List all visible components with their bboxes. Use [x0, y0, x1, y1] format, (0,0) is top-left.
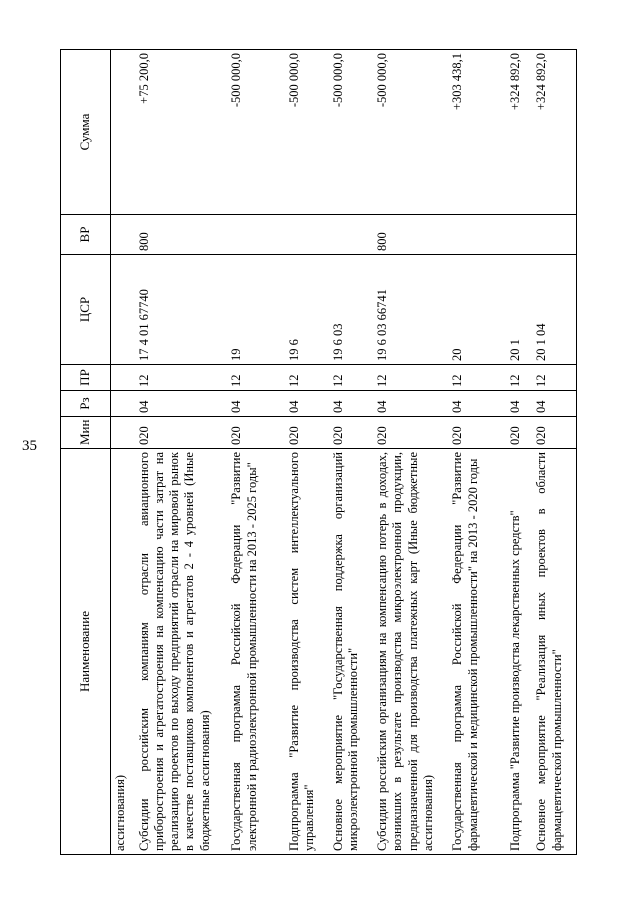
cell-csr [110, 255, 134, 365]
cell-sum: -500 000,0 [285, 50, 329, 215]
table-row [285, 50, 329, 855]
cell-name: Субсидии российским организациям на компенсацию потерь в доходах, возникших в результате производства микроэлектронной продукции, предназначенной для производства платежных карт (Иные бюджетные ассигнования) [373, 449, 448, 855]
cell-rz: 04 [448, 391, 505, 417]
cell-name: Государственная программа Российской Федерации "Развитие фармацевтической и медицинской промышленности" на 2013 - 2020 годы [448, 449, 505, 855]
cell-csr: 19 6 03 66741 [373, 255, 448, 365]
cell-vr [532, 215, 576, 255]
cell-name: ассигнования) [110, 449, 134, 855]
table-row [329, 50, 373, 855]
cell-name: Основное мероприятие "Государственная поддержка организаций микроэлектронной промышленности" [329, 449, 373, 855]
cell-sum: +324 892,0 [532, 50, 576, 215]
cell-min: 020 [285, 417, 329, 449]
cell-csr: 20 1 [506, 255, 533, 365]
cell-pr: 12 [532, 365, 576, 391]
header-name: Наименование [61, 449, 111, 855]
cell-csr: 19 6 03 [329, 255, 373, 365]
table-row [110, 50, 134, 855]
cell-sum: +324 892,0 [506, 50, 533, 215]
cell-name: Подпрограмма "Развитие производства систем интеллектуального управления" [285, 449, 329, 855]
cell-sum [110, 50, 134, 215]
cell-pr: 12 [227, 365, 284, 391]
cell-rz: 04 [506, 391, 533, 417]
cell-csr: 19 [227, 255, 284, 365]
cell-sum: +303 438,1 [448, 50, 505, 215]
header-min: Мин [61, 417, 111, 449]
table-row [532, 50, 576, 855]
budget-table-sheet [60, 50, 577, 855]
cell-pr: 12 [506, 365, 533, 391]
cell-name: Подпрограмма "Развитие производства лекарственных средств" [506, 449, 533, 855]
cell-min: 020 [227, 417, 284, 449]
cell-rz: 04 [532, 391, 576, 417]
cell-vr [506, 215, 533, 255]
cell-min: 020 [532, 417, 576, 449]
cell-vr: 800 [373, 215, 448, 255]
cell-pr: 12 [373, 365, 448, 391]
table-row [135, 50, 228, 855]
header-vr: ВР [61, 215, 111, 255]
cell-sum: -500 000,0 [227, 50, 284, 215]
table-row [227, 50, 284, 855]
cell-rz: 04 [373, 391, 448, 417]
cell-min: 020 [135, 417, 228, 449]
cell-vr [110, 215, 134, 255]
cell-rz: 04 [329, 391, 373, 417]
budget-table [60, 49, 577, 855]
cell-vr [329, 215, 373, 255]
cell-pr: 12 [448, 365, 505, 391]
cell-vr [227, 215, 284, 255]
cell-name: Субсидии российским компаниям отрасли авиационного приборостроения и агрегатостроения на компенсацию части затрат на реализацию проектов по выходу предприятий отрасли на мировой рынок в качестве поставщиков компонентов и агрегатов 2 - 4 уровней (Иные бюджетные ассигнования) [135, 449, 228, 855]
cell-pr: 12 [285, 365, 329, 391]
cell-vr [448, 215, 505, 255]
cell-rz: 04 [285, 391, 329, 417]
cell-pr [110, 365, 134, 391]
header-pr: ПР [61, 365, 111, 391]
cell-sum: -500 000,0 [373, 50, 448, 215]
cell-pr: 12 [329, 365, 373, 391]
cell-min: 020 [373, 417, 448, 449]
table-header-row [61, 50, 111, 855]
cell-sum: +75 200,0 [135, 50, 228, 215]
cell-min [110, 417, 134, 449]
header-rz: Рз [61, 391, 111, 417]
cell-csr: 20 [448, 255, 505, 365]
page-number: 35 [22, 438, 37, 454]
cell-pr: 12 [135, 365, 228, 391]
table-row [506, 50, 533, 855]
cell-name: Основное мероприятие "Реализация иных проектов в области фармацевтической промышленности" [532, 449, 576, 855]
cell-rz [110, 391, 134, 417]
cell-name: Государственная программа Российской Федерации "Развитие электронной и радиоэлектронной промышленности на 2013 - 2025 годы" [227, 449, 284, 855]
cell-rz: 04 [227, 391, 284, 417]
cell-vr: 800 [135, 215, 228, 255]
cell-min: 020 [448, 417, 505, 449]
cell-csr: 17 4 01 67740 [135, 255, 228, 365]
table-row [448, 50, 505, 855]
cell-vr [285, 215, 329, 255]
cell-rz: 04 [135, 391, 228, 417]
table-row [373, 50, 448, 855]
cell-min: 020 [506, 417, 533, 449]
header-csr: ЦСР [61, 255, 111, 365]
cell-sum: -500 000,0 [329, 50, 373, 215]
cell-min: 020 [329, 417, 373, 449]
cell-csr: 20 1 04 [532, 255, 576, 365]
cell-csr: 19 6 [285, 255, 329, 365]
header-sum: Сумма [61, 50, 111, 215]
